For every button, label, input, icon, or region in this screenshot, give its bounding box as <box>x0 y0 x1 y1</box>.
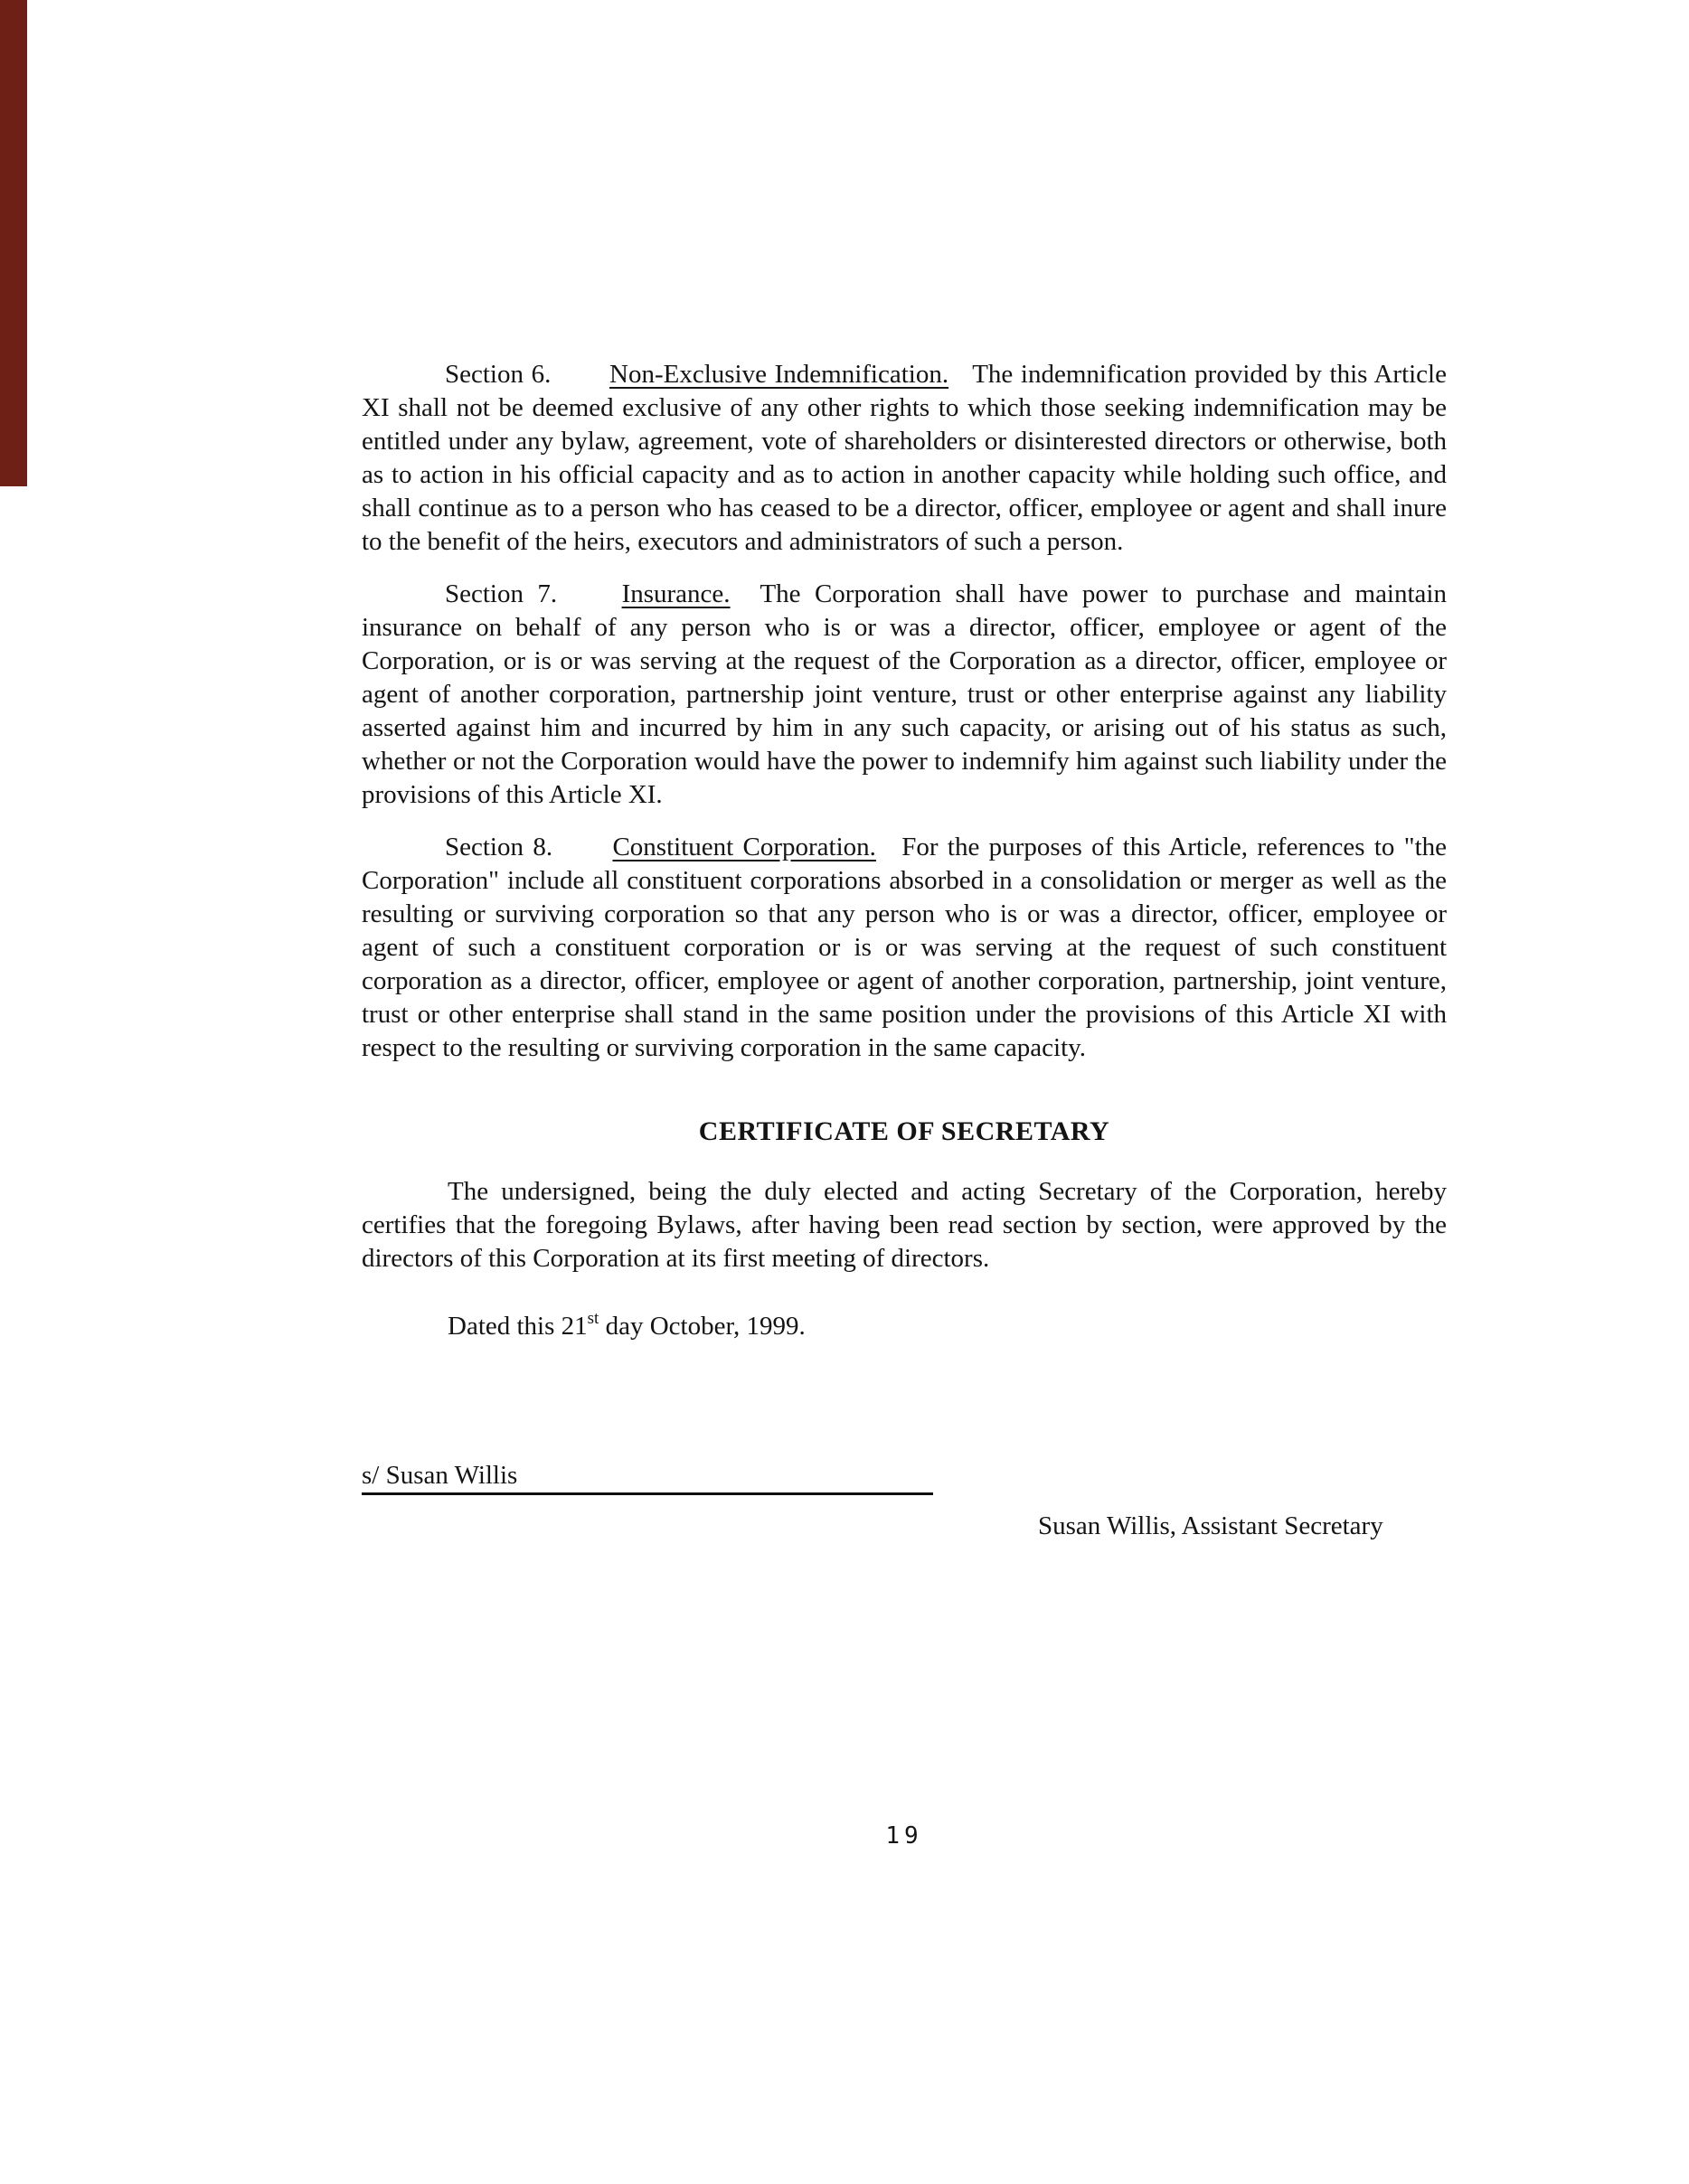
dated-ordinal-superscript: st <box>587 1309 599 1328</box>
section-8-paragraph <box>362 831 1447 1065</box>
section-6-body: The indemnification provided by this Article XI shall not be deemed exclusive of any other rights to which those seeking indemnification may be entitled under any bylaw, agreement, vote of shareholders or disinterested directors or otherwise, both as to action in his official capacity and as to action in another capacity while holding such office, and shall continue as to a person who has ceased to be a director, officer, employee or agent and shall inure to the benefit of the heirs, executors and administrators of such a person. <box>362 360 1447 556</box>
section-8-label: Section 8. <box>445 833 553 861</box>
dated-suffix: day October, 1999. <box>599 1312 806 1341</box>
signature-line <box>362 1460 933 1495</box>
section-7-paragraph <box>362 578 1447 812</box>
page-number: 19 <box>885 1822 923 1850</box>
section-8-body: For the purposes of this Article, references to "the Corporation" include all constituent corporations absorbed in a consolidation or merger as well as the resulting or surviving corporation so that any person who is or was a director, officer, employee or agent of such a constituent corporation or is or was serving at the request of such constituent corporation as a director, officer, employee or agent of another corporation, partnership, joint venture, trust or other enterprise shall stand in the same position under the provisions of this Article XI with respect to the resulting or surviving corporation in the same capacity. <box>362 833 1448 1062</box>
section-7-label: Section 7. <box>445 579 558 608</box>
certificate-body: The undersigned, being the duly elected and acting Secretary of the Corporation, hereby certifies that the foregoing Bylaws, after having been read section by section, were approved by the directors of this Corporation at its first meeting of directors. <box>362 1177 1447 1273</box>
section-6-label: Section 6. <box>445 360 552 389</box>
section-6-paragraph <box>362 358 1447 559</box>
signature-text: s/ Susan Willis <box>362 1461 518 1490</box>
dated-line <box>362 1310 1447 1346</box>
scan-edge-strip <box>0 0 27 486</box>
document-content <box>362 358 1447 1542</box>
section-6-title: Non-Exclusive Indemnification. <box>609 360 949 389</box>
certificate-heading: CERTIFICATE OF SECRETARY <box>698 1116 1110 1146</box>
section-7-title: Insurance. <box>621 579 731 608</box>
signatory-name: Susan Willis, Assistant Secretary <box>1038 1511 1383 1540</box>
section-8-title: Constituent Corporation. <box>612 833 876 861</box>
section-7-body: The Corporation shall have power to purchase and maintain insurance on behalf of any person who is or was a director, officer, employee or agent of the Corporation, or is or was serving at the request of the Corporation as a director, officer, employee or agent of another corporation, partnership joint venture, trust or other enterprise against any liability asserted against him and incurred by him in any such capacity, or arising out of his status as such, whether or not the Corporation would have the power to indemnify him against such liability under the provisions of this Article XI. <box>362 579 1447 809</box>
dated-prefix: Dated this 21 <box>448 1312 588 1341</box>
